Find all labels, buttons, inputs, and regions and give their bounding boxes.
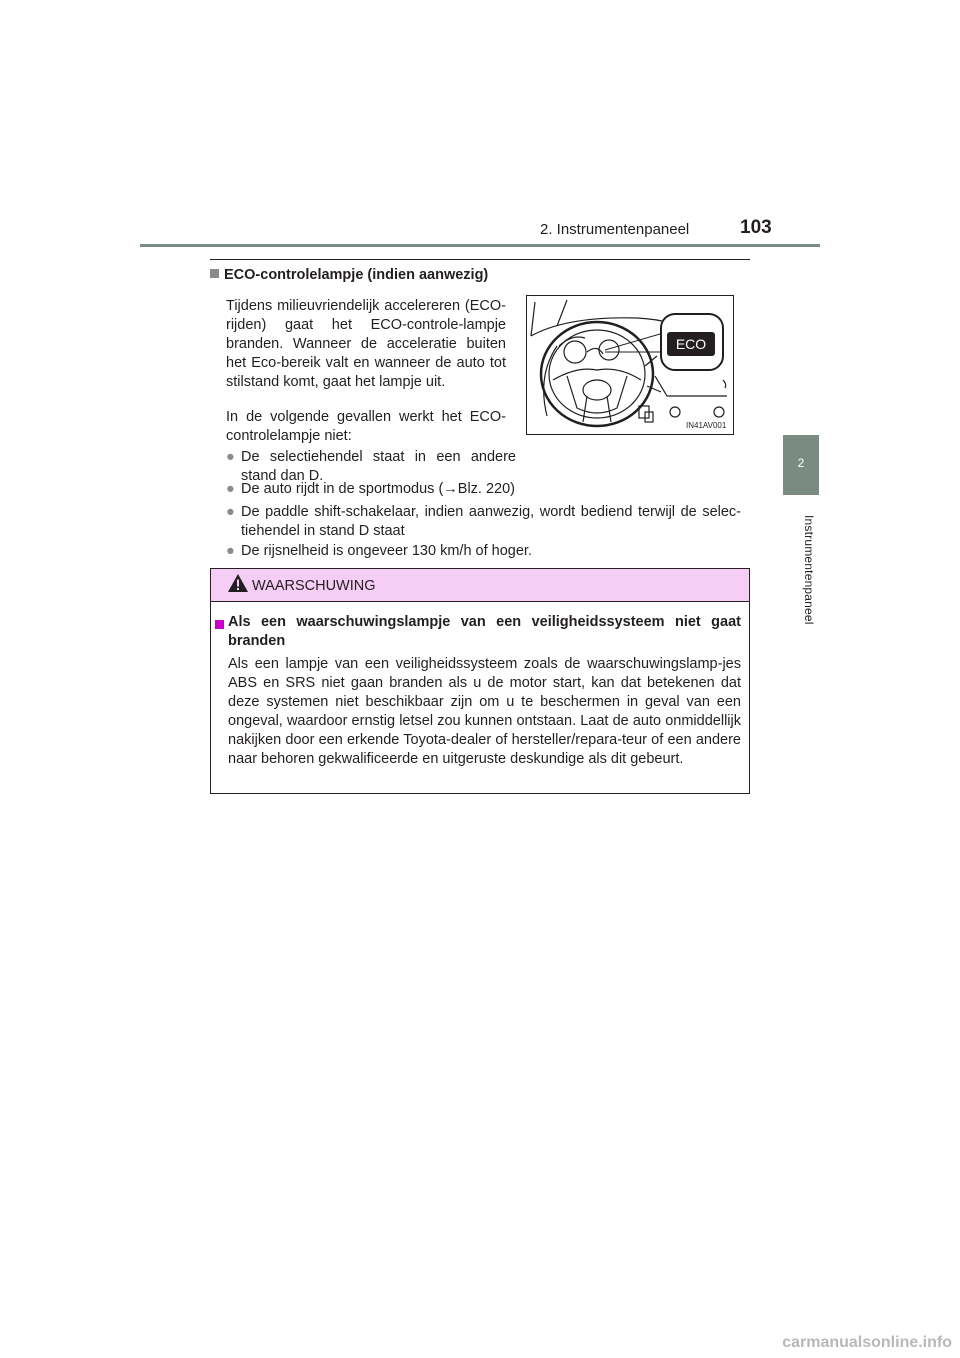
steering-wheel-illustration — [527, 296, 733, 434]
header-rule — [140, 244, 820, 247]
paragraph-eco-description: Tijdens milieuvriendelijk accelereren (ECO-rijden) gaat het ECO-controle-lampje branden. Wanneer de acceleratie buiten het Eco-bereik valt en wanneer de auto tot stilstand komt, gaat het lampje uit. — [226, 298, 506, 390]
paragraph-conditions-intro: In de volgende gevallen werkt het ECO-controlelampje niet: — [226, 409, 506, 444]
page-number: 103 — [740, 217, 772, 238]
bullet-dot-icon: ● — [226, 543, 235, 559]
watermark: carmanualsonline.info — [782, 1334, 952, 1351]
warning-title: WAARSCHUWING — [252, 578, 376, 594]
warning-triangle-icon — [227, 573, 249, 593]
square-bullet-icon — [215, 620, 224, 629]
bullet-dot-icon: ● — [226, 504, 235, 520]
bullet-dot-icon: ● — [226, 481, 235, 497]
section-heading: ECO-controlelampje (indien aanwezig) — [210, 267, 488, 283]
warning-subheading: Als een waarschuwingslampje van een veiligheidssysteem niet gaat branden — [228, 614, 741, 649]
chapter-label: Instrumentenpaneel — [802, 515, 816, 625]
warning-body: Als een lampje van een veiligheidssysteem zoals de waarschuwingslamp-jes ABS en SRS niet gaan branden als u de motor start, kan dat betekenen dat deze systemen niet beschikbaar zijn om u te beschermen in geval van een ongeval, waardoor ernstig letsel zou kunnen ontstaan. Laat de auto onmiddellijk nakijken door een erkende Toyota-dealer of hersteller/repara-teur of een andere naar behoren gekwalificeerde en uitgeruste deskundige als dit gebeurt. — [228, 656, 741, 767]
section-rule — [210, 259, 750, 260]
eco-indicator-label: ECO — [675, 336, 707, 352]
bullet-dot-icon: ● — [226, 449, 235, 465]
chapter-number: 2 — [797, 456, 805, 470]
chapter-tab — [783, 435, 819, 495]
illustration-code: IN41AV001 — [686, 421, 727, 430]
square-bullet-icon — [210, 269, 219, 278]
section-title: 2. Instrumentenpaneel — [540, 221, 690, 238]
dashboard-illustration — [526, 295, 734, 435]
